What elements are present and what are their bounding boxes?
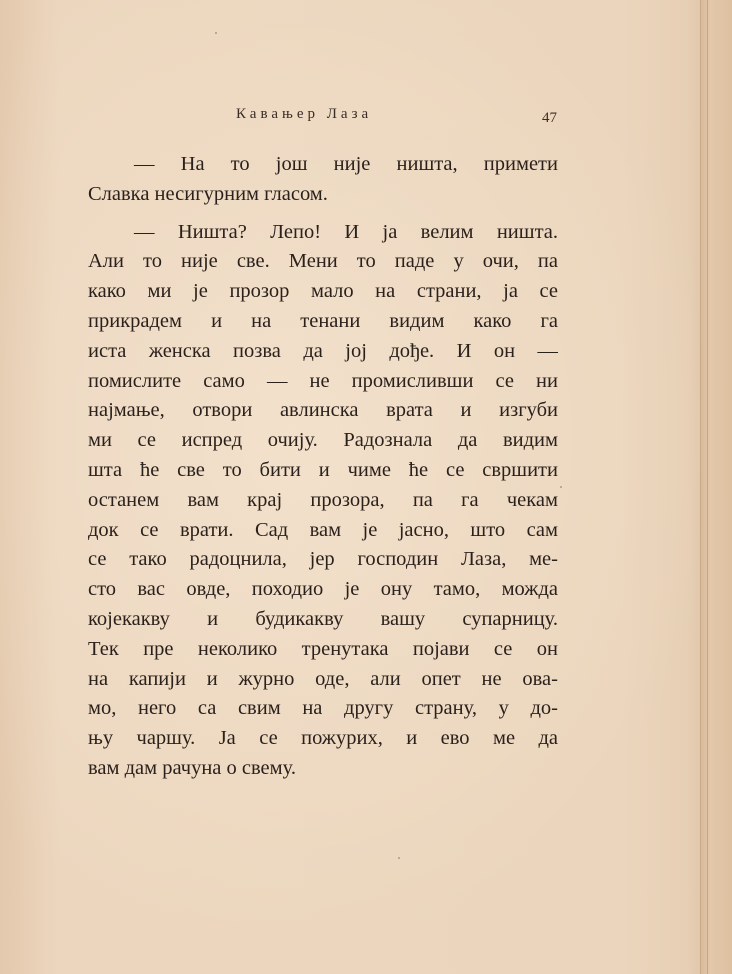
page-edge (700, 0, 732, 974)
paragraph (88, 218, 558, 784)
text-line: вам дам рачуна о свему. (88, 756, 296, 779)
paper-speck (560, 486, 562, 488)
paragraph-gap (88, 210, 558, 218)
text-line: Али то није све. Мени то паде у очи, па (88, 250, 558, 273)
body-text (88, 150, 558, 784)
text-line: — Ништа? Лепо! И ја велим ништа. (134, 220, 558, 243)
text-line: њу чаршу. Ја се пожурих, и ево ме да (88, 727, 558, 750)
text-line: шта ће све то бити и чиме ће се свршити (88, 458, 558, 481)
text-line: сто вас овде, походио је ону тамо, можда (88, 578, 558, 601)
paper-speck (398, 857, 400, 859)
text-line: се тако радоцнила, јер господин Лаза, ме- (88, 548, 558, 571)
text-line: најмање, отвори авлинска врата и изгуби (88, 399, 558, 422)
text-line: ми се испред очију. Радознала да видим (88, 429, 558, 452)
paper-speck (215, 32, 217, 34)
page-number: 47 (542, 110, 557, 126)
page-fold-line (707, 0, 708, 974)
text-line: мо, него са свим на другу страну, у до- (88, 697, 558, 720)
text-line: помислите само — не промисливши се ни (88, 369, 558, 392)
text-line: како ми је прозор мало на страни, ја се (88, 280, 558, 303)
paragraph (88, 150, 558, 210)
running-title: Кавањер Лаза (236, 106, 373, 122)
text-line: Тек пре неколико тренутака појави се он (88, 637, 558, 660)
text-line: Славка несигурним гласом. (88, 182, 328, 205)
text-line: док се врати. Сад вам је јасно, што сам (88, 518, 558, 541)
text-line: останем вам крај прозора, па га чекам (88, 488, 558, 511)
text-line: прикрадем и на тенани видим како га (88, 309, 558, 332)
text-line: на капији и журно оде, али опет не ова- (88, 667, 558, 690)
text-line: иста женска позва да јој дође. И он — (88, 339, 558, 362)
text-line: — На то још није ништа, примети (134, 153, 558, 175)
text-line: којекакву и будикакву вашу супарницу. (88, 607, 558, 630)
